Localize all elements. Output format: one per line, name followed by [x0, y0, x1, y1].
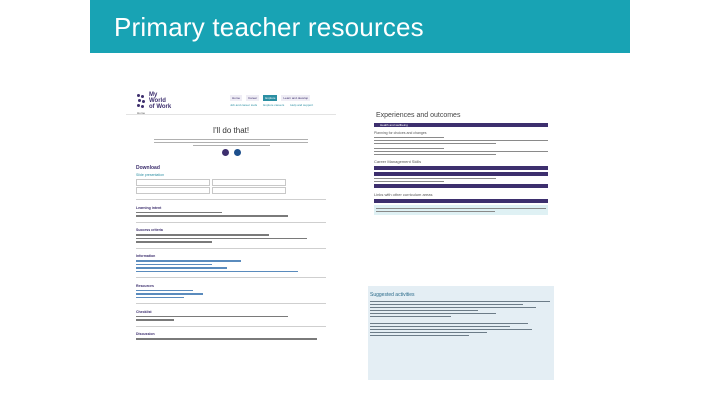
subnav-item[interactable]: Explore careers [263, 103, 285, 107]
outcomes-page-screenshot [368, 110, 554, 380]
section-learning-intent: Learning intent [136, 206, 326, 217]
main-nav [230, 95, 310, 101]
avatar [234, 149, 241, 156]
section-information: Information [136, 254, 326, 272]
download-subtitle: Slide presentation [136, 173, 165, 177]
subheading: Career Management Skills [374, 159, 422, 164]
sub-nav [230, 103, 313, 107]
download-link[interactable] [136, 179, 210, 186]
subnav-item[interactable]: Job and career tools [230, 103, 258, 107]
page-title: I'll do that! [212, 126, 250, 135]
section-resources: Resources [136, 284, 326, 299]
slide-title: Primary teacher resources [114, 12, 424, 42]
download-section [136, 165, 326, 194]
resource-page-screenshot [126, 88, 336, 376]
section-discussion: Discussion [136, 332, 326, 340]
avatar [222, 149, 229, 156]
subnav-item[interactable]: Help and support [290, 103, 314, 107]
site-logo[interactable] [137, 92, 181, 112]
suggested-activities-panel [368, 286, 554, 380]
suggested-title: Suggested activities [370, 292, 415, 298]
logo-text: My World of Work [149, 92, 172, 110]
download-link[interactable] [212, 179, 286, 186]
accordion-bar[interactable] [374, 184, 548, 188]
subheading: Planning for choices and changes [374, 131, 427, 135]
section-success-criteria: Success criteria [136, 228, 326, 243]
intro-text-lines [154, 139, 308, 146]
download-link[interactable] [136, 187, 210, 194]
accordion-bar[interactable]: Health and wellbeing [374, 123, 548, 127]
nav-item-active[interactable]: Explore [265, 96, 276, 100]
accordion-bar[interactable] [374, 166, 548, 170]
accordion-bar[interactable] [374, 172, 548, 176]
text-lines [374, 178, 548, 182]
slide-title-bar [90, 0, 630, 53]
text-lines [374, 137, 548, 155]
breadcrumb[interactable]: Home [137, 111, 146, 115]
nav-item[interactable]: Learn and develop [283, 96, 309, 100]
accordion-bar[interactable] [374, 199, 548, 203]
info-box [374, 205, 548, 215]
section-checklist: Checklist [136, 310, 326, 321]
logo-mark-icon [137, 94, 147, 109]
site-header [126, 88, 336, 115]
nav-item[interactable]: Career [248, 96, 258, 100]
download-links [136, 179, 286, 194]
resource-content [126, 116, 336, 340]
subheading: Links with other curriculum areas [374, 192, 433, 197]
download-title: Download [136, 165, 160, 171]
author-avatars [126, 149, 336, 156]
outcomes-heading: Experiences and outcomes [376, 112, 461, 119]
nav-item[interactable]: Home [232, 96, 241, 100]
download-link[interactable] [212, 187, 286, 194]
